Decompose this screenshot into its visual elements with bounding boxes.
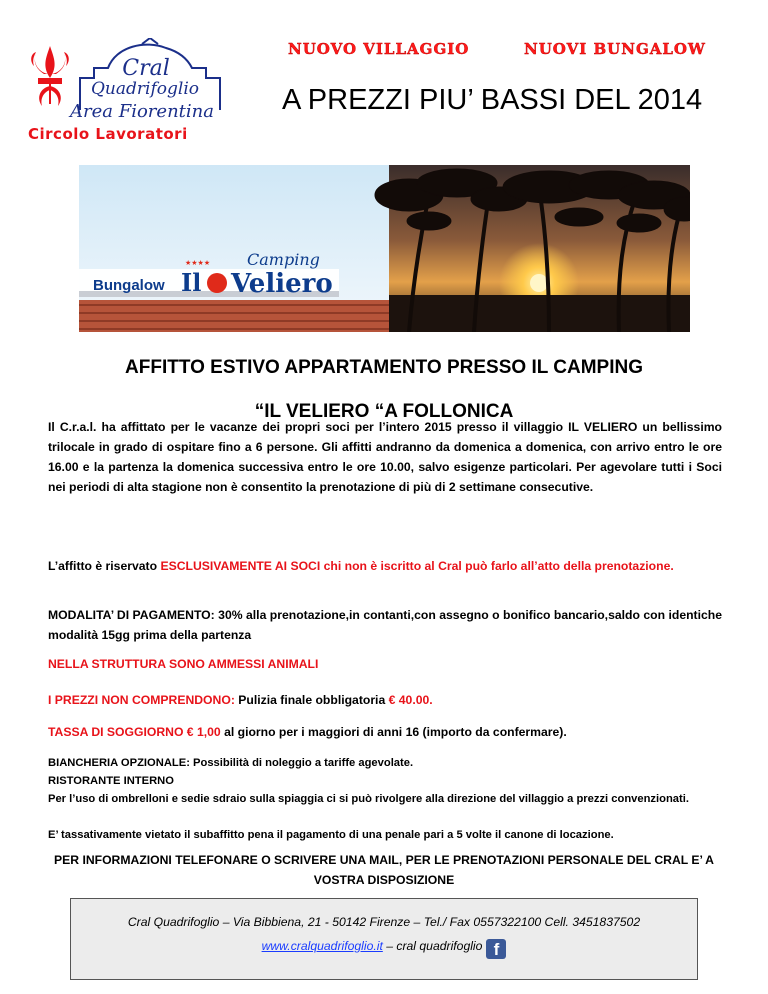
sublet-notice: E’ tassativamente vietato il subaffitto pena il pagamento di una penale pari a 5 volte il canone di locazione.: [48, 829, 614, 841]
pets-allowed-notice: NELLA STRUTTURA SONO AMMESSI ANIMALI: [48, 657, 319, 671]
reservation-members-only: ESCLUSIVAMENTE AI SOCI chi non è iscritto al Cral può farlo all’atto della prenotazione.: [160, 559, 674, 573]
linen-notice: BIANCHERIA OPZIONALE: Possibilità di noleggio a tariffe agevolate.: [48, 757, 414, 769]
cral-logo: [24, 38, 230, 148]
reservation-text: L’affitto è riservato: [48, 559, 161, 573]
restaurant-notice: RISTORANTE INTERNO: [48, 775, 174, 787]
footer-contact-box: [70, 898, 698, 980]
sign-bungalow-text: Bungalow: [93, 277, 165, 294]
page-headline: A PREZZI PIU’ BASSI DEL 2014: [282, 84, 703, 116]
offer-subtitle: “IL VELIERO “A FOLLONICA: [254, 401, 514, 422]
nuovi-bungalow-heading: NUOVI BUNGALOW: [524, 40, 706, 58]
footer-address: Cral Quadrifoglio – Via Bibbiena, 21 - 50142 Firenze – Tel./ Fax 0557322100 Cell. 3451837502: [127, 915, 641, 929]
logo-area-text: Area Fiorentina: [70, 101, 214, 122]
tourist-tax-label: TASSA DI SOGGIORNO € 1,00: [48, 725, 221, 739]
tourist-tax-paragraph: [48, 722, 722, 742]
reservation-paragraph: [48, 556, 722, 576]
website-link[interactable]: www.cralquadrifoglio.it: [261, 939, 383, 953]
prices-exclude-label: I PREZZI NON COMPRENDONO:: [48, 693, 235, 707]
roof-tiles: [79, 300, 389, 332]
prices-exclude-paragraph: [48, 690, 722, 710]
contact-info-notice: PER INFORMAZIONI TELEFONARE O SCRIVERE UNA MAIL, PER LE PRENOTAZIONI PERSONALE DEL CRAL E’ A VOSTRA DISPOSIZIONE: [54, 853, 714, 887]
logo-circolo-text: Circolo Lavoratori: [28, 125, 188, 143]
logo-cral-text: Cral: [122, 56, 170, 81]
payment-paragraph: MODALITA’ DI PAGAMENTO: 30% alla prenotazione,in contanti,con assegno o bonifico bancario,saldo con identiche modalità 15gg prima della partenza: [48, 608, 722, 642]
intro-paragraph: Il C.r.a.l. ha affittato per le vacanze dei propri soci per l’intero 2015 presso il villaggio IL VELIERO un bellissimo trilocale in grado di ospitare fino a 6 persone. Gli affitti andranno da domenica a domenica, con arrivo entro le ore 16.00 e la partenza la domenica successiva entro le ore 10.00, salvo esigenze particolari. Per agevolare tutti i Soci nei periodi di alta stagione non è consentito la prenotazione di più di 2 settimane consecutive.: [48, 420, 722, 494]
footer-web-line: [71, 939, 697, 959]
sign-il-text: Il: [181, 268, 202, 297]
nuovo-villaggio-heading: NUOVO VILLAGGIO: [288, 40, 470, 58]
facebook-icon[interactable]: f: [486, 939, 506, 959]
logo-quadrifoglio-text: Quadrifoglio: [91, 79, 199, 99]
social-text: – cral quadrifoglio: [382, 939, 483, 953]
tourist-tax-text: al giorno per i maggiori di anni 16 (importo da confermare).: [220, 725, 567, 739]
cleaning-fee-amount: € 40.00.: [388, 693, 433, 707]
sign-veliero-text: Veliero: [231, 269, 333, 299]
cleaning-fee-text: Pulizia finale obbligatoria: [234, 693, 389, 707]
sign-stars: ★★★★: [185, 260, 211, 267]
beach-notice: Per l’uso di ombrelloni e sedie sdraio sulla spiaggia ci si può rivolgere alla direzione del villaggio a prezzi convenzionati.: [48, 793, 689, 805]
offer-title: AFFITTO ESTIVO APPARTAMENTO PRESSO IL CAMPING: [125, 357, 643, 378]
sign-camping-text: Camping: [247, 250, 320, 269]
camping-photo: [79, 165, 690, 332]
